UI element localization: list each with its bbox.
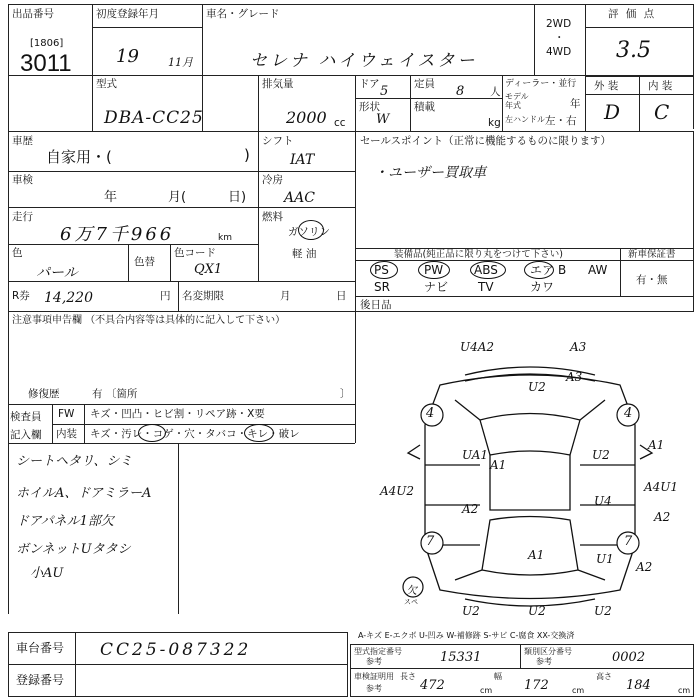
damage-mark: U2 (528, 380, 546, 394)
rule (410, 76, 411, 131)
equip-ps-circle (370, 261, 398, 279)
equip-navi: ナビ (424, 280, 449, 294)
inspection-label: 車検 (12, 174, 33, 186)
model-year-label: モデル年式 (505, 92, 529, 110)
damage-mark: U2 (592, 448, 610, 462)
length-label: 長さ (400, 672, 416, 681)
equip-abs: ABS (474, 263, 498, 277)
lot-label: 出品番号 (12, 8, 54, 20)
inspection-year: 年 (104, 190, 118, 205)
color-code-value: QX1 (194, 262, 223, 277)
chassis-value: CC25-087322 (100, 640, 252, 660)
wheel-label-rr: 7 (624, 534, 633, 549)
rule (350, 644, 694, 645)
rule (258, 76, 259, 131)
chassis-label: 車台番号 (16, 641, 65, 655)
name-change-label: 名変期限 (182, 290, 224, 302)
drive-dot: ・ (554, 32, 565, 44)
notes-label: 注意事項申告欄 （不具合内容等は具体的に記入して下さい） (12, 315, 286, 326)
rule (75, 632, 76, 696)
fw-items: キズ・凹凸・ヒビ割・リペア跡・X要 (90, 408, 265, 420)
rule (8, 632, 9, 696)
length-value: 472 (420, 678, 445, 693)
width-value: 172 (524, 678, 549, 693)
repair-label: 修復歴 (28, 388, 60, 400)
damage-legend: A-キズ E-エクボ U-凹み W-補修跡 S-サビ C-腐食 XX-交換済 (358, 631, 575, 640)
equip-aircon-circle (524, 261, 554, 279)
registration-label: 登録番号 (16, 673, 65, 687)
shape-label: 形状 (359, 101, 380, 113)
cooler-label: 冷房 (262, 174, 283, 186)
rule (8, 171, 355, 172)
rule (8, 632, 348, 633)
rule (92, 27, 202, 28)
damage-mark: A1 (528, 548, 545, 562)
repair-close: 〕 (340, 388, 351, 400)
type-cert-sub: 参考 (366, 657, 382, 666)
score-value: 3.5 (616, 38, 651, 63)
rule (8, 696, 348, 697)
dealer-label: ディーラー・並行 (505, 79, 577, 89)
equip-pw: PW (424, 263, 444, 277)
rule (502, 76, 503, 131)
drive-2wd: 2WD (546, 18, 572, 30)
rule (693, 131, 694, 311)
handwritten-note: 小AU (30, 566, 64, 581)
damage-mark: A3 (566, 370, 583, 384)
interior-mark-circle (244, 424, 274, 442)
frame-left (8, 4, 9, 444)
equip-ps: PS (374, 263, 389, 277)
interior-mark-circle (138, 424, 166, 442)
equip-abs-circle (470, 261, 506, 279)
height-unit: cm (678, 686, 691, 695)
rule (178, 444, 179, 614)
rule (585, 27, 694, 28)
rule (92, 4, 93, 131)
capacity-unit: 人 (490, 86, 501, 98)
history-label: 車歴 (12, 135, 33, 147)
rule (347, 632, 348, 696)
door-value: 5 (380, 84, 389, 99)
recycle-unit: 円 (160, 290, 171, 302)
history-value: 自家用・( (46, 148, 112, 166)
rule (84, 404, 85, 444)
handwritten-note: シートヘタリ、シミ (16, 454, 133, 469)
height-label: 高さ (596, 672, 612, 681)
damage-mark: A1 (648, 438, 665, 452)
recycle-label: R券 (12, 290, 30, 302)
recycle-value: 14,220 (44, 290, 93, 306)
interior-row-label: 内装 (56, 428, 77, 440)
name-grade-label: 車名・グレード (206, 8, 280, 20)
exterior-grade: D (604, 100, 621, 124)
warranty-label: 新車保証書 (628, 249, 676, 260)
type-cert-value: 15331 (440, 650, 482, 665)
capacity-value: 8 (456, 84, 465, 99)
interior-items: キズ・汚レ・コゲ・穴・タバコ・キレ・破レ (90, 428, 300, 440)
damage-mark: A1 (490, 458, 507, 472)
model-label: 型式 (96, 78, 117, 90)
size-label: 車検証明用 (354, 672, 394, 681)
damage-mark: A2 (636, 560, 653, 574)
rule (128, 244, 129, 281)
rule (355, 76, 356, 131)
exterior-label: 外 装 (594, 80, 619, 92)
rule (585, 76, 694, 77)
shift-value: IAT (290, 152, 315, 168)
inspection-day: 日) (228, 190, 247, 205)
door-label: ドア (359, 78, 380, 90)
class-label: 類別区分番号 (524, 647, 572, 656)
type-cert-label: 型式指定番号 (354, 647, 402, 656)
first-registration-month: 11月 (168, 56, 193, 69)
rule (8, 404, 355, 405)
damage-mark: A2 (462, 502, 479, 516)
rule (355, 311, 694, 312)
frame-right (693, 4, 694, 129)
mileage-unit: km (218, 233, 232, 243)
load-unit: kg (488, 117, 501, 129)
damage-mark: U2 (528, 604, 546, 618)
color-value: パール (36, 265, 78, 281)
rule (350, 696, 694, 697)
capacity-label: 定員 (414, 78, 435, 90)
drive-4wd: 4WD (546, 46, 572, 58)
steering-label: 左ハンドル (505, 115, 545, 124)
rule (178, 281, 179, 311)
equip-leather: カワ (530, 280, 555, 294)
inspection-month: 月( (168, 190, 187, 205)
rule (8, 443, 355, 444)
frame-top (8, 4, 694, 5)
rule (52, 404, 53, 444)
color-code-label: 色コード (174, 247, 216, 259)
rule (620, 248, 621, 296)
length-unit: cm (480, 686, 493, 695)
fw-label: FW (58, 408, 75, 420)
load-label: 積載 (414, 101, 435, 113)
height-value: 184 (626, 678, 651, 693)
rule (8, 444, 9, 614)
wheel-label-fr: 4 (624, 406, 633, 421)
mileage-value: 6万7千966 (60, 224, 175, 245)
damage-mark: U4A2 (460, 340, 495, 354)
damage-mark: A3 (570, 340, 587, 354)
damage-mark: U2 (462, 604, 480, 618)
damage-mark: A2 (654, 510, 671, 524)
damage-mark: A4U1 (644, 480, 679, 494)
rule (350, 644, 351, 696)
damage-mark-sub: スペ (404, 598, 418, 606)
rule (355, 131, 356, 443)
wheel-label-rl: 7 (426, 534, 435, 549)
rule (355, 98, 502, 99)
rule (8, 131, 694, 132)
handwritten-note: ドアパネル1部欠 (16, 514, 114, 529)
equip-b: B (558, 263, 567, 277)
equip-pw-circle (418, 261, 450, 279)
equip-tv: TV (478, 280, 494, 294)
equip-label: 装備品(純正品に限り丸をつけて下さい) (394, 249, 563, 260)
sales-value: ・ユーザー買取車 (374, 165, 486, 181)
rule (693, 644, 694, 696)
rule (8, 207, 355, 208)
sales-label: セールスポイント（正常に機能するものに限ります） (360, 135, 612, 147)
fuel-label: 燃料 (262, 211, 283, 223)
first-registration-label: 初度登録年月 (96, 8, 159, 20)
rule (258, 131, 259, 281)
interior-label: 内 装 (648, 80, 673, 92)
class-sub: 参考 (536, 657, 552, 666)
rule (8, 664, 348, 665)
rule (639, 76, 640, 131)
rule (534, 4, 535, 76)
displacement-label: 排気量 (262, 78, 294, 90)
class-value: 0002 (612, 650, 646, 665)
damage-mark: U4 (594, 494, 612, 508)
rule (8, 311, 355, 312)
displacement-value: 2000 (286, 108, 327, 127)
shift-label: シフト (262, 135, 294, 147)
inspector-label: 検査員記入欄 (10, 411, 42, 441)
interior-grade: C (654, 100, 670, 124)
equip-aircon: エア (530, 263, 555, 277)
first-registration-year: 19 (116, 46, 139, 67)
handwritten-note: ボンネットUタタシ (16, 542, 131, 557)
after-label: 後日品 (360, 299, 392, 311)
damage-mark: A4U2 (380, 484, 415, 498)
name-grade-value: セレナ ハイウェイスター (250, 51, 478, 71)
wheel-label-fl: 4 (426, 406, 435, 421)
fuel-gas: ガソリン (288, 226, 330, 238)
steering-value: 左・右 (545, 115, 577, 127)
score-label: 評 価 点 (608, 8, 657, 20)
lot-code: [1806] (30, 38, 64, 49)
rule (585, 4, 586, 131)
rule (520, 644, 521, 668)
warranty-value: 有・無 (636, 274, 668, 286)
equip-sr: SR (374, 280, 390, 294)
fuel-gas-circle (298, 220, 324, 240)
color-label: 色 (12, 247, 23, 259)
name-change-day: 日 (336, 290, 347, 302)
model-value: DBA-CC25 (104, 108, 204, 128)
repair-value: 有 〔箇所 (92, 388, 138, 400)
width-label: 幅 (494, 672, 502, 681)
handwritten-note: ホイルA、ドアミラーA (16, 486, 152, 501)
rule (52, 424, 355, 425)
equip-aw: AW (588, 263, 608, 277)
damage-mark: 欠 (406, 584, 417, 597)
size-sub: 参考 (366, 684, 382, 693)
repaint-label: 色替 (134, 256, 155, 268)
name-change-month: 月 (280, 290, 291, 302)
mileage-label: 走行 (12, 211, 33, 223)
rule (170, 244, 171, 281)
lot-number: 3011 (20, 50, 72, 77)
rule (355, 296, 694, 297)
rule (350, 668, 694, 669)
history-close: ) (244, 146, 250, 164)
width-unit: cm (572, 686, 585, 695)
damage-mark: U1 (596, 552, 614, 566)
damage-mark: U2 (594, 604, 612, 618)
shape-value: W (376, 112, 390, 127)
model-year-unit: 年 (570, 98, 581, 110)
fuel-diesel: 軽 油 (292, 248, 317, 260)
damage-mark: UA1 (462, 448, 489, 462)
displacement-unit: cc (334, 117, 346, 129)
cooler-value: AAC (284, 190, 315, 206)
